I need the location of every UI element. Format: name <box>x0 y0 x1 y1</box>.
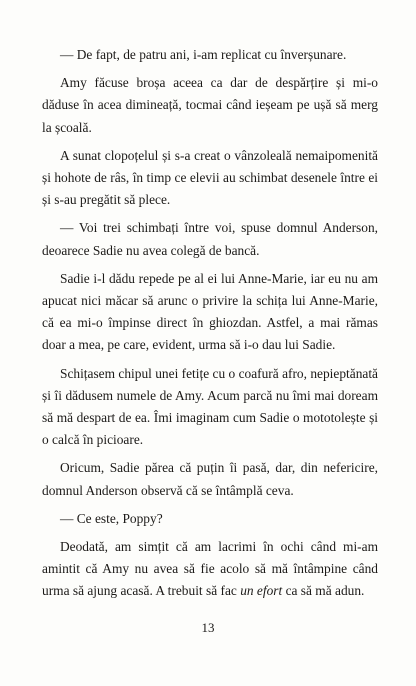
paragraph <box>42 44 378 66</box>
paragraph <box>42 72 378 139</box>
text-run: — De fapt, de patru ani, i-am replicat cu înverșunare. <box>60 47 347 62</box>
paragraph <box>42 508 378 530</box>
text-run: A sunat clopoțelul și s-a creat o vânzoleală nemaipomenită și hohote de râs, în timp ce elevii au schimbat desenele între ei și s-au pregătit să plece. <box>42 147 378 208</box>
text-run: — Voi trei schimbați între voi, spuse domnul Anderson, deoarece Sadie nu avea colegă de bancă. <box>42 220 378 258</box>
text-run: Amy făcuse broșa aceea ca dar de despărțire și mi-o dăduse în acea dimineață, tocmai când ieșeam pe ușă să merg la școală. <box>42 75 378 135</box>
body-text <box>42 44 378 609</box>
page-number: 13 <box>201 620 215 635</box>
text-run: ca să mă adun. <box>282 583 365 599</box>
paragraph <box>42 268 378 357</box>
paragraph <box>42 457 378 501</box>
text-run: Sadie i-l dădu repede pe al ei lui Anne-Marie, iar eu nu am apucat nici măcar să arunc o privire la schița lui Anne-Marie, că ea mi-o împinse direct în ghiozdan. Astfel, a mai rămas doar a mea, pe care, evident, urma să i-o dau lui Sadie. <box>42 270 378 353</box>
text-run: — Ce este, Poppy? <box>60 510 163 526</box>
paragraph <box>42 217 378 261</box>
text-run: Deodată, am simțit că am lacrimi în ochi când mi-am amintit că Amy nu avea să fie acolo să mă întâmpine când urma să ajung acasă. A trebuit să fac <box>42 539 378 599</box>
paragraph <box>42 145 378 212</box>
paragraph <box>42 536 378 603</box>
text-run: Schițasem chipul unei fetițe cu o coafură afro, nepieptănată și îi dădusem numele de Amy. Acum parcă nu îmi mai doream să mă despart de ea. Îmi imaginam cum Sadie o mototolește și o calcă în picioare. <box>42 365 378 448</box>
paragraph <box>42 363 378 452</box>
text-run: Oricum, Sadie părea că puțin îi pasă, dar, din nefericire, domnul Anderson observă că se întâmplă ceva. <box>42 460 378 498</box>
italic-text: un efort <box>240 583 283 599</box>
